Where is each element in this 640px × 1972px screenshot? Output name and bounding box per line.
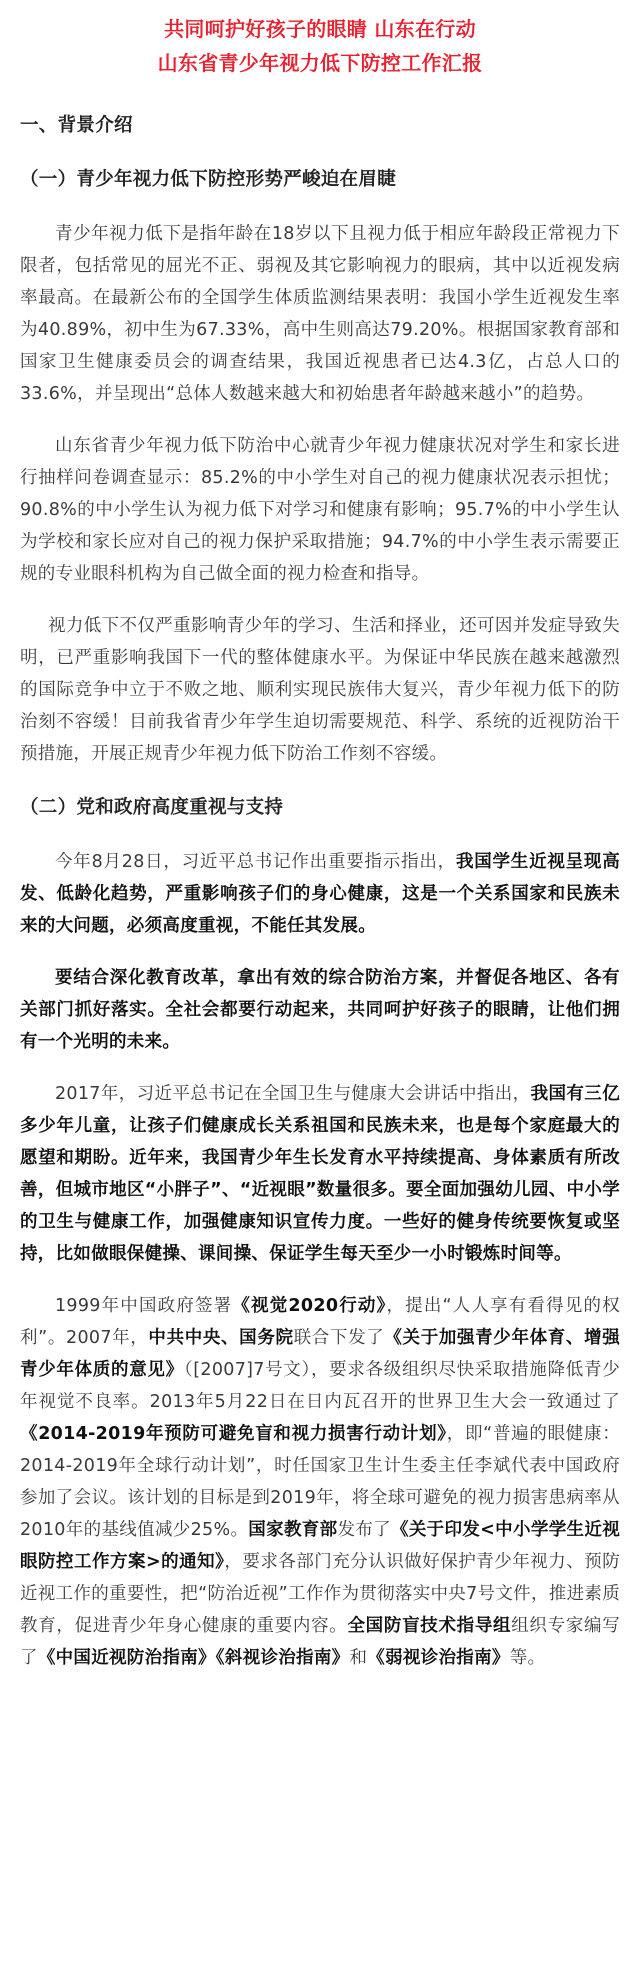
policy-document-opinion: 《关于加强青少年体育、增强青少年体质的意见》 [20, 1328, 621, 1380]
policy-document-amblyopia-guideline: 《弱视诊治指南》 [367, 1648, 510, 1668]
policy-text: 组织专家编写了 [20, 1616, 620, 1668]
paragraph-education-reform [20, 962, 620, 1058]
title-line-1: 共同呵护好孩子的眼睛 山东在行动 [164, 17, 476, 41]
policy-text: 等。 [509, 1648, 546, 1668]
section-heading-background: 一、背景介绍 [20, 115, 133, 136]
conference-quote: 我国有三亿多少年儿童，让孩子们健康成长关系祖国和民族未来，也是每个家庭最大的愿望和期盼。近年来，我国青少年生长发育水平持续提高、身体素质有所改善，但城市地区“小胖子”、“近视眼”数量很多。要全面加强幼儿园、中小学的卫生与健康工作，加强健康知识宣传力度。一些好的健身传统要恢复或坚持，比如做眼保健操、课间操、保证学生每天至少一小时锻炼时间等。 [20, 1084, 621, 1264]
policy-text: 和 [349, 1648, 368, 1668]
paragraph-health-conference-2017 [20, 1078, 620, 1270]
policy-text: ，要求各部门充分认识做好保护青少年视力、预防近视工作的重要性，把“防治近视”工作作为贯彻落实中央7号文件，推进素质教育，促进青少年身心健康的重要内容。 [20, 1552, 620, 1636]
policy-text: （[2007]7号文），要求各级组织尽快采取措施降低青少年视觉不良率。2013年5月22日在日内瓦召开的世界卫生大会一致通过了 [20, 1360, 620, 1412]
instruction-intro: 今年8月28日，习近平总书记作出重要指示指出， [55, 852, 456, 872]
paragraph-myopia-statistics: 青少年视力低下是指年龄在18岁以下且视力低于相应年龄段正常视力下限者，包括常见的屈光不正、弱视及其它影响视力的眼病，其中以近视发病率最高。在最新公布的全国学生体质监测结果表明：我国小学生近视发生率为40.89%，初中生为67.33%，高中生则高达79.20%。根据国家教育部和国家卫生健康委员会的调查结果，我国近视患者已达4.3亿，占总人口的33.6%，并呈现出“总体人数越来越大和初始患者年龄越来越小”的趋势。 [20, 224, 620, 404]
instruction-quote: 我国学生近视呈现高发、低龄化趋势，严重影响孩子们的身心健康，这是一个关系国家和民族未来的大问题，必须高度重视，不能任其发展。 [20, 852, 620, 936]
policy-document-guidelines: 《中国近视防治指南》《斜视诊治指南》 [37, 1648, 350, 1668]
policy-text: ，即“普遍的眼健康：2014-2019年全球行动计划”，时任国家卫生计生委主任李斌代表中国政府参加了会议。该计划的目标是到2019年，将全球可避免的视力损害患病率从2010年的基线值减少25%。 [20, 1424, 620, 1540]
policy-text: 发布了 [337, 1520, 391, 1540]
policy-issuer: 国家教育部 [248, 1520, 338, 1540]
subsection-heading-government-support: （二）党和政府高度重视与支持 [20, 797, 284, 818]
subsection-heading-situation: （一）青少年视力低下防控形势严峻迫在眉睫 [20, 169, 397, 190]
policy-issuer: 全国防盲技术指导组 [347, 1616, 512, 1636]
title-line-2: 山东省青少年视力低下防控工作汇报 [157, 51, 483, 75]
policy-issuer: 中共中央、国务院 [148, 1328, 294, 1348]
policy-document-vision2020: 《视觉2020行动》 [232, 1296, 387, 1316]
policy-document-notice: 《关于印发<中小学学生近视眼防控工作方案>的通知》 [20, 1520, 620, 1572]
paragraph-instruction-august [20, 846, 620, 942]
education-reform-quote: 要结合深化教育改革，拿出有效的综合防治方案，并督促各地区、各有关部门抓好落实。全社会都要行动起来，共同呵护好孩子的眼睛，让他们拥有一个光明的未来。 [20, 968, 620, 1052]
paragraph-urgency: 视力低下不仅严重影响青少年的学习、生活和择业，还可因并发症导致失明，已严重影响我国下一代的整体健康水平。为保证中华民族在越来越激烈的国际竞争中立于不败之地、顺利实现民族伟大复兴，青少年视力低下的防治刻不容缓！目前我省青少年学生迫切需要规范、科学、系统的近视防治干预措施，开展正规青少年视力低下防治工作刻不容缓。 [20, 616, 620, 764]
policy-text: 1999年中国政府签署 [55, 1296, 233, 1316]
policy-text: 联合下发了 [293, 1328, 385, 1348]
paragraph-survey-results: 山东省青少年视力低下防治中心就青少年视力健康状况对学生和家长进行抽样问卷调查显示：85.2%的中小学生对自己的视力健康状况表示担忧；90.8%的中小学生认为视力低下对学习和健康有影响；95.7%的中小学生认为学校和家长应对自己的视力保护采取措施；94.7%的中小学生表示需要正规的专业眼科机构为自己做全面的视力检查和指导。 [20, 436, 620, 584]
paragraph-policy-history [20, 1290, 620, 1674]
policy-text: ，提出“人人享有看得见的权利”。2007年， [20, 1296, 620, 1348]
conference-intro: 2017年，习近平总书记在全国卫生与健康大会讲话中指出， [55, 1084, 531, 1104]
policy-document-action-plan: 《2014-2019年预防可避免盲和视力损害行动计划》 [20, 1424, 447, 1444]
